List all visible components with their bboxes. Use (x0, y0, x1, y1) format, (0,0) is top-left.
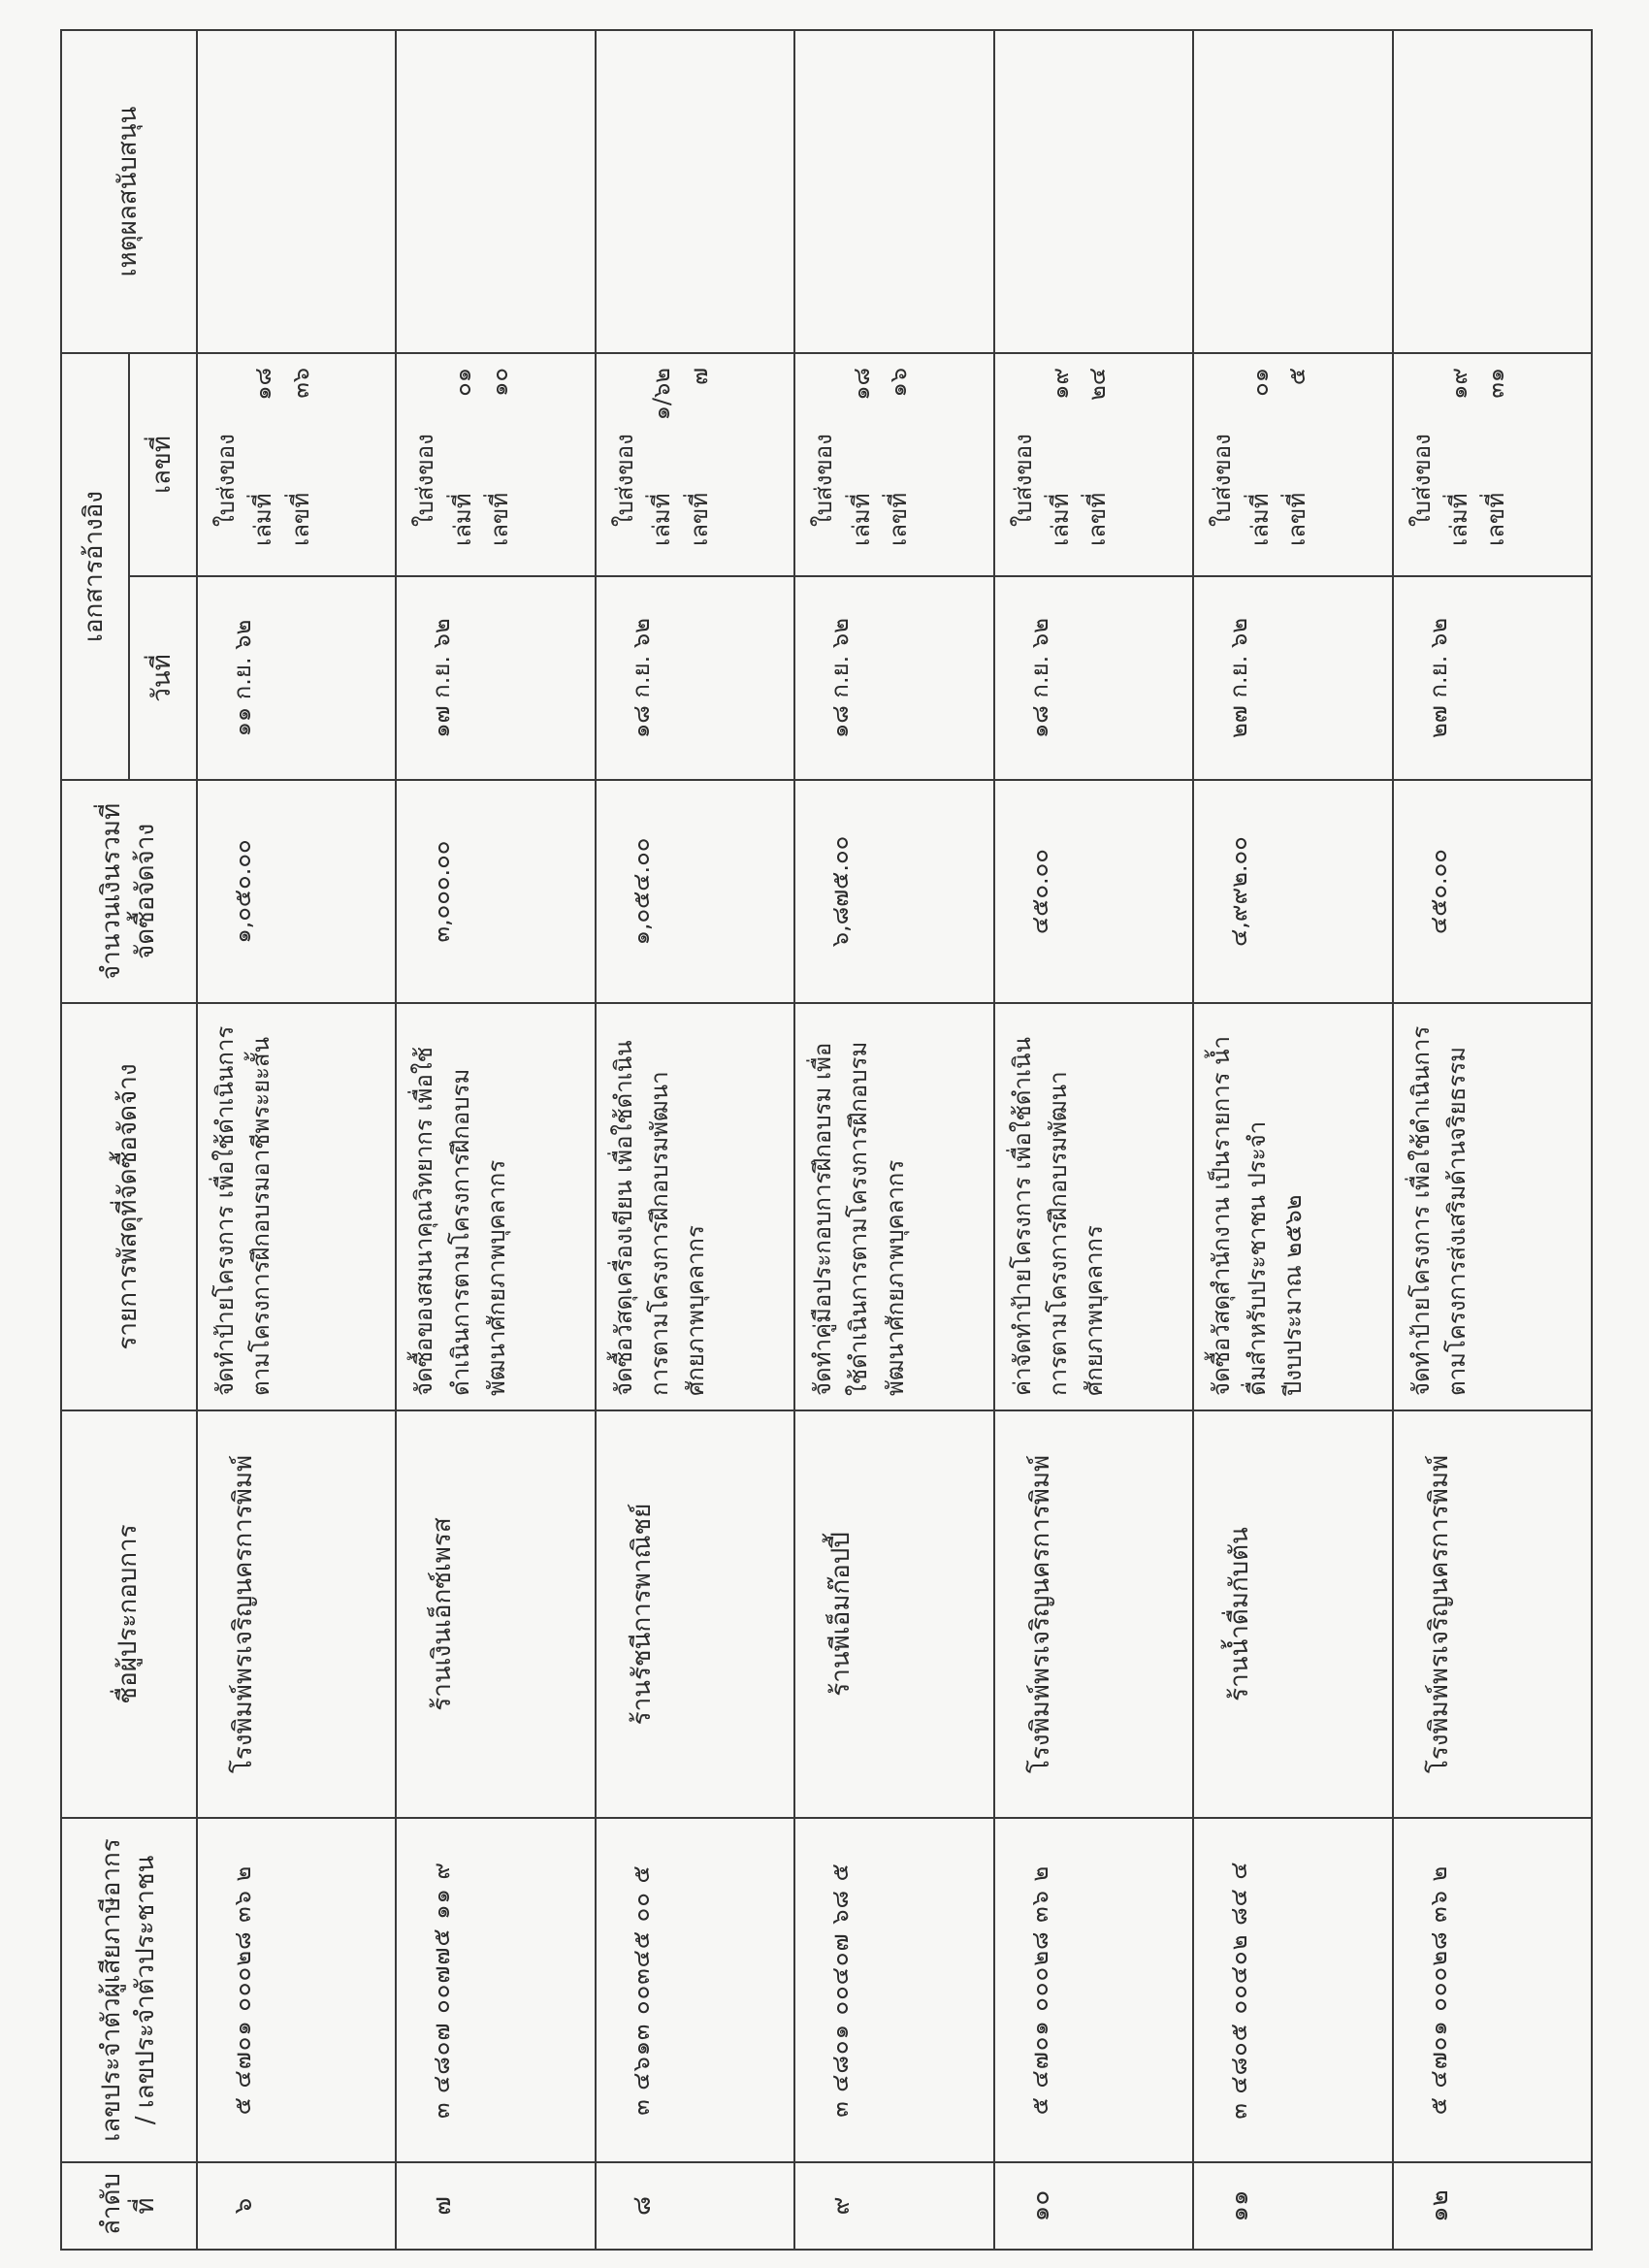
cell-vendor: ร้านเงินเอ็กซ์เพรส (396, 1410, 595, 1818)
rotated-table-container (60, 29, 1593, 2251)
header-docno: เลขที่ (129, 353, 197, 576)
cell-taxid: ๕ ๔๗๐๑ ๐๐๐๒๘ ๓๖ ๒ (994, 1818, 1193, 2162)
cell-docref (1393, 353, 1592, 576)
doc-book-label: เล่มที่ (847, 493, 875, 546)
doc-number-label: เลขที่ (486, 492, 514, 546)
doc-number-line (1079, 368, 1116, 546)
cell-item: ค่าจัดทำป้ายโครงการ เพื่อใช้ดำเนินการตามโครงการฝึกอบรมพัฒนาศักยภาพบุคลากร (994, 1003, 1193, 1410)
cell-no: ๑๑ (1193, 2162, 1392, 2250)
table-row (197, 30, 396, 2250)
doc-book-label: เล่มที่ (648, 493, 676, 546)
cell-item: จัดทำป้ายโครงการ เพื่อใช้ดำเนินการตามโครงการฝึกอบรมอาชีพระยะสั้น (197, 1003, 396, 1410)
doc-number-line (681, 368, 718, 546)
doc-number-value: ๓๑ (1482, 368, 1510, 399)
header-no: ลำดับที่ (61, 2162, 197, 2250)
cell-no: ๘ (596, 2162, 794, 2250)
doc-number-line (880, 368, 917, 546)
doc-book-value: ๐๑ (448, 368, 476, 397)
cell-item: จัดซื้อของสมนาคุณวิทยากร เพื่อใช้ดำเนินการตามโครงการฝึกอบรมพัฒนาศักยภาพบุคลากร (396, 1003, 595, 1410)
cell-reason (596, 30, 794, 353)
cell-no: ๑๒ (1393, 2162, 1592, 2250)
doc-number-line (1477, 368, 1514, 546)
header-docref: เอกสารอ้างอิง (61, 353, 129, 780)
doc-number-line (1278, 368, 1315, 546)
cell-no: ๑๐ (994, 2162, 1193, 2250)
doc-type: ใบส่งของ (1407, 434, 1436, 527)
doc-number-line (282, 368, 319, 546)
cell-date: ๑๘ ก.ย. ๖๒ (596, 576, 794, 780)
procurement-table (60, 29, 1593, 2251)
doc-book-label: เล่มที่ (448, 493, 476, 546)
table-row (596, 30, 794, 2250)
cell-docref (994, 353, 1193, 576)
cell-amount: ๔๕๐.๐๐ (1393, 780, 1592, 1003)
doc-book-label: เล่มที่ (1444, 493, 1472, 546)
cell-taxid: ๓ ๔๘๐๗ ๐๐๗๗๕ ๑๑ ๙ (396, 1818, 595, 2162)
doc-number-label: เลขที่ (286, 492, 314, 546)
cell-no: ๙ (794, 2162, 993, 2250)
cell-reason (1193, 30, 1392, 353)
doc-book-line (643, 368, 680, 546)
doc-book-value: ๑๙ (1444, 368, 1472, 400)
cell-date: ๑๘ ก.ย. ๖๒ (994, 576, 1193, 780)
cell-docref (197, 353, 396, 576)
cell-date: ๑๘ ก.ย. ๖๒ (794, 576, 993, 780)
cell-docref (596, 353, 794, 576)
doc-type: ใบส่งของ (610, 434, 638, 527)
doc-book-value: ๑/๖๒ (648, 368, 676, 421)
cell-amount: ๓,๐๐๐.๐๐ (396, 780, 595, 1003)
cell-reason (197, 30, 396, 353)
cell-docref (1193, 353, 1392, 576)
doc-book-line (843, 368, 880, 546)
cell-docref (794, 353, 993, 576)
cell-amount: ๑,๐๕๐.๐๐ (197, 780, 396, 1003)
cell-vendor: โรงพิมพ์พรเจริญนครการพิมพ์ (994, 1410, 1193, 1818)
doc-book-label: เล่มที่ (1047, 493, 1075, 546)
table-row (994, 30, 1193, 2250)
cell-taxid: ๓ ๔๘๐๑ ๐๐๔๐๗ ๖๘ ๕ (794, 1818, 993, 2162)
cell-amount: ๔,๙๙๒.๐๐ (1193, 780, 1392, 1003)
cell-reason (994, 30, 1193, 353)
table-row (1193, 30, 1392, 2250)
cell-amount: ๑,๐๕๔.๐๐ (596, 780, 794, 1003)
doc-book-line (1042, 368, 1079, 546)
table-row (794, 30, 993, 2250)
doc-number-label: เลขที่ (1482, 492, 1510, 546)
doc-number-value: ๑๐ (486, 368, 514, 397)
cell-reason (396, 30, 595, 353)
cell-no: ๖ (197, 2162, 396, 2250)
doc-book-line (1440, 368, 1477, 546)
header-vendor: ชื่อผู้ประกอบการ (61, 1410, 197, 1818)
cell-vendor: ร้านรัชนีการพาณิชย์ (596, 1410, 794, 1818)
cell-item: จัดทำป้ายโครงการ เพื่อใช้ดำเนินการตามโครงการส่งเสริมด้านจริยธรรม (1393, 1003, 1592, 1410)
doc-book-value: ๐๑ (1245, 368, 1274, 397)
table-header (61, 30, 197, 2250)
doc-type: ใบส่งของ (212, 434, 240, 527)
doc-book-value: ๑๘ (249, 368, 277, 401)
cell-amount: ๔๕๐.๐๐ (994, 780, 1193, 1003)
doc-type: ใบส่งของ (1009, 434, 1037, 527)
doc-number-value: ๕ (1282, 368, 1310, 386)
cell-vendor: ร้านพีเอ็มก๊อปปี้ (794, 1410, 993, 1818)
cell-vendor: ร้านน้ำดื่มกับตัน (1193, 1410, 1392, 1818)
doc-number-value: ๑๖ (885, 368, 913, 398)
cell-vendor: โรงพิมพ์พรเจริญนครการพิมพ์ (1393, 1410, 1592, 1818)
doc-type: ใบส่งของ (411, 434, 439, 527)
doc-book-value: ๑๙ (1047, 368, 1075, 400)
table-row (1393, 30, 1592, 2250)
cell-reason (794, 30, 993, 353)
doc-number-line (481, 368, 518, 546)
header-reason: เหตุผลสนับสนุน (61, 30, 197, 353)
cell-taxid: ๕ ๔๗๐๑ ๐๐๐๒๘ ๓๖ ๒ (197, 1818, 396, 2162)
cell-amount: ๖,๘๗๕.๐๐ (794, 780, 993, 1003)
header-item: รายการพัสดุที่จัดซื้อจัดจ้าง (61, 1003, 197, 1410)
doc-number-value: ๓๖ (286, 368, 314, 399)
cell-item: จัดซื้อวัสดุสำนักงาน เป็นรายการ น้ำดื่มสำหรับประชาชน ประจำปีงบประมาณ ๒๕๖๒ (1193, 1003, 1392, 1410)
cell-taxid: ๕ ๔๗๐๑ ๐๐๐๒๘ ๓๖ ๒ (1393, 1818, 1592, 2162)
cell-item: จัดซื้อวัสดุเครื่องเขียน เพื่อใช้ดำเนินการตามโครงการฝึกอบรมพัฒนาศักยภาพบุคลากร (596, 1003, 794, 1410)
header-date: วันที่ (129, 576, 197, 780)
cell-item: จัดทำคู่มือประกอบการฝึกอบรม เพื่อใช้ดำเนินการตามโครงการฝึกอบรมพัฒนาศักยภาพบุคลากร (794, 1003, 993, 1410)
doc-book-label: เล่มที่ (249, 493, 277, 546)
cell-date: ๑๗ ก.ย. ๖๒ (396, 576, 595, 780)
doc-number-label: เลขที่ (1282, 492, 1310, 546)
table-body (197, 30, 1592, 2250)
header-amount: จำนวนเงินรวมที่จัดซื้อจัดจ้าง (61, 780, 197, 1003)
doc-number-label: เลขที่ (685, 492, 713, 546)
doc-number-label: เลขที่ (1083, 492, 1112, 546)
doc-type: ใบส่งของ (810, 434, 838, 527)
cell-date: ๒๗ ก.ย. ๖๒ (1393, 576, 1592, 780)
cell-vendor: โรงพิมพ์พรเจริญนครการพิมพ์ (197, 1410, 396, 1818)
cell-taxid: ๓ ๔๘๐๕ ๐๐๔๐๒ ๘๔ ๔ (1193, 1818, 1392, 2162)
doc-book-line (1242, 368, 1278, 546)
doc-number-value: ๗ (685, 368, 713, 386)
cell-date: ๑๑ ก.ย. ๖๒ (197, 576, 396, 780)
doc-book-line (444, 368, 481, 546)
cell-taxid: ๓ ๔๖๑๓ ๐๐๓๔๕ ๐๐ ๕ (596, 1818, 794, 2162)
cell-date: ๒๗ ก.ย. ๖๒ (1193, 576, 1392, 780)
doc-book-label: เล่มที่ (1245, 493, 1274, 546)
header-taxid: เลขประจำตัวผู้เสียภาษีอากร / เลขประจำตัวประชาชน (61, 1818, 197, 2162)
doc-number-label: เลขที่ (885, 492, 913, 546)
cell-reason (1393, 30, 1592, 353)
doc-book-value: ๑๘ (847, 368, 875, 401)
table-row (396, 30, 595, 2250)
doc-number-value: ๒๔ (1083, 368, 1112, 401)
cell-docref (396, 353, 595, 576)
doc-type: ใบส่งของ (1209, 434, 1237, 527)
doc-book-line (244, 368, 281, 546)
cell-no: ๗ (396, 2162, 595, 2250)
